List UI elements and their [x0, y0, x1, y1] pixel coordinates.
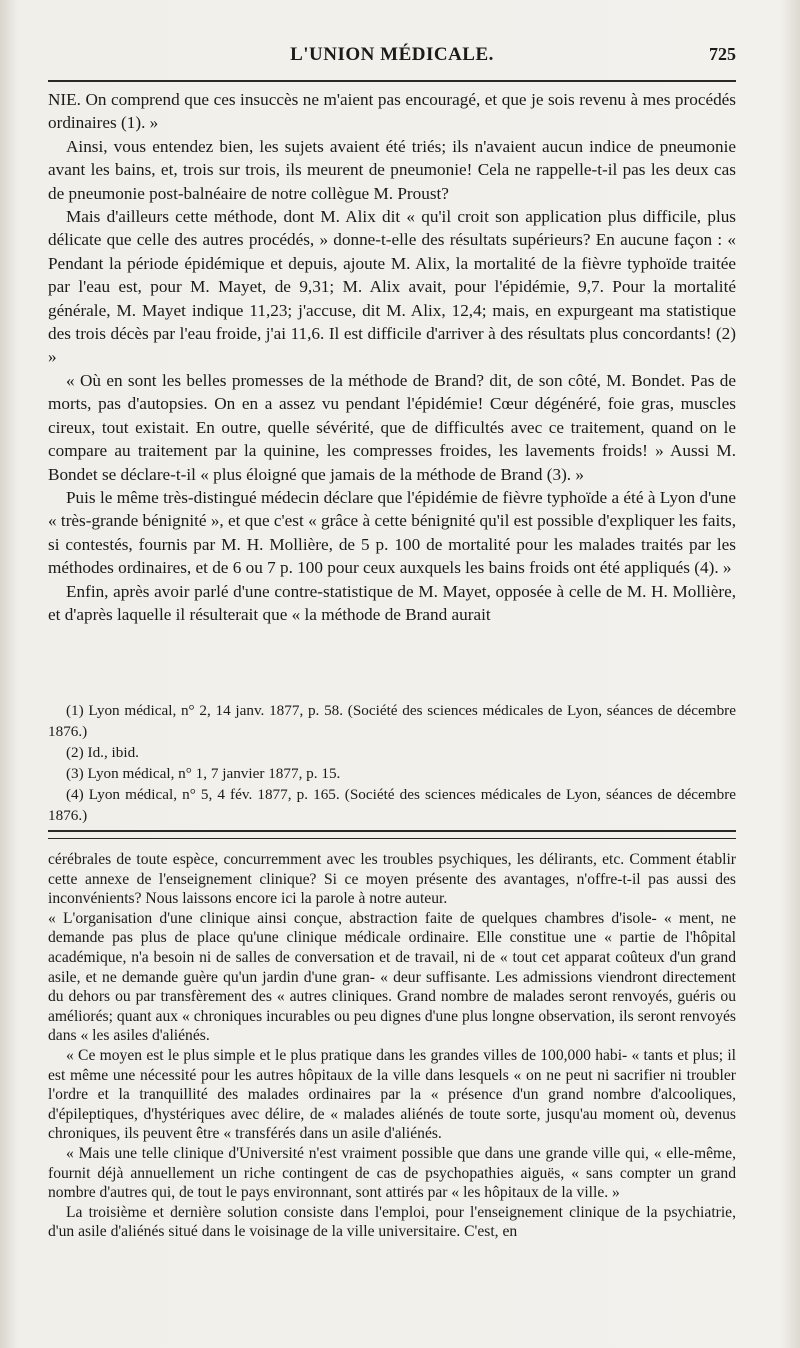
- feuilleton-text: [48, 850, 736, 1242]
- paragraph: « Ce moyen est le plus simple et le plus pratique dans les grandes villes de 100,000 habi- « tants et plus; il est même une nécessité pour les autres hôpitaux de la ville dans lesquels « on ne peut ni sacrifier ni troubler l'ordre et la tranquillité des malades ordinaires par la « présence d'un grand nombre d'alcooliques, d'épileptiques, d'hystériques avec délire, de « malades aliénés de toute sorte, jusqu'au moment où, devenus chroniques, ils peuvent être « transférés dans un asile d'aliénés.: [48, 1046, 736, 1143]
- paragraph: Puis le même très-distingué médecin déclare que l'épidémie de fièvre typhoïde a été à Lyon d'une « très-grande bénignité », et que c'est « grâce à cette bénignité qu'il est possible d'expliquer les faits, si contestés, fournis par M. H. Mollière, de 5 p. 100 de mortalité pour les malades traités par les méthodes ordinaires, et de 6 ou 7 p. 100 pour ceux auxquels les bains froids ont été appliqués (4). »: [48, 487, 736, 578]
- footnote: (4) Lyon médical, n° 5, 4 fév. 1877, p. 165. (Société des sciences médicales de Lyon, séances de décembre 1876.): [48, 786, 736, 824]
- paragraph: La troisième et dernière solution consiste dans l'emploi, pour l'enseignement clinique de la psychiatrie, d'un asile d'aliénés situé dans le voisinage de la ville universitaire. C'est, en: [48, 1203, 736, 1241]
- paragraph: Mais d'ailleurs cette méthode, dont M. Alix dit « qu'il croit son application plus difficile, plus délicate que celle des autres procédés, » donne-t-elle des résultats supérieurs? En aucune façon : « Pendant la période épidémique et depuis, ajoute M. Alix, la mortalité de la fièvre typhoïde traitée par l'eau est, pour M. Mayet, de 9,31; M. Alix avait, pour l'épidémie, 9,7. Pour la mortalité générale, M. Mayet indique 11,23; j'accuse, dit M. Alix, 12,4; mais, en expurgeant ma statistique des trois décès par l'eau froide, j'ai 11,6. Il est difficile d'arriver à des résultats plus concordants! (2) »: [48, 207, 736, 367]
- footnote: (3) Lyon médical, n° 1, 7 janvier 1877, p. 15.: [66, 765, 341, 782]
- footnote: (2) Id., ibid.: [66, 744, 139, 761]
- paragraph: « Mais une telle clinique d'Université n'est vraiment possible que dans une grande ville qui, « elle-même, fournit déjà annuellement un riche contingent de cas de psychopathies aiguës, « sans compter un grand nombre d'autres qui, de tout le pays environnant, sont attirés par « les hôpitaux de la ville. »: [48, 1144, 736, 1202]
- running-head: L'UNION MÉDICALE.: [290, 44, 494, 65]
- paragraph: « Où en sont les belles promesses de la méthode de Brand? dit, de son côté, M. Bondet. Pas de morts, pas d'autopsies. On en a assez vu pendant l'épidémie! Cœur dégénéré, foie gras, muscles cireux, tout existait. En outre, quelle sévérité, que de difficultés avec ce traitement, quand on le compare au traitement par la quinine, les compresses froides, les lavements froids! » Aussi M. Bondet se déclare-t-il « plus éloigné que jamais de la méthode de Brand (3). »: [48, 370, 736, 484]
- paragraph: Enfin, après avoir parlé d'une contre-statistique de M. Mayet, opposée à celle de M. H. Mollière, et d'après laquelle il résulterait que « la méthode de Brand aurait: [48, 581, 736, 624]
- paragraph: Ainsi, vous entendez bien, les sujets avaient été triés; ils n'avaient aucun indice de pneumonie avant les bains, et, trois sur trois, ils meurent de pneumonie! Cela ne rappelle-t-il pas les deux cas de pneumonie post-balnéaire de notre collègue M. Proust?: [48, 136, 736, 203]
- main-text: [48, 88, 736, 626]
- feuilleton-divider: [48, 830, 736, 839]
- paragraph: NIE. On comprend que ces insuccès ne m'aient pas encouragé, et que je sois revenu à mes procédés ordinaires (1). »: [48, 90, 736, 133]
- footnote: (1) Lyon médical, n° 2, 14 janv. 1877, p. 58. (Société des sciences médicales de Lyon, séances de décembre 1876.): [48, 702, 736, 740]
- header-rule: [48, 80, 736, 82]
- paragraph: « L'organisation d'une clinique ainsi conçue, abstraction faite de quelques chambres d'isole- « ment, ne demande pas plus de place qu'une clinique médicale ordinaire. Elle constitue une « partie de l'hôpital académique, n'a besoin ni de salles de conversation et de travail, ni de « tout cet apparat coûteux d'un grand asile, et ne demande guère qu'un jardin d'une gran- « deur suffisante. Les admissions viendront directement du dehors ou par transfèrement des « autres cliniques. Grand nombre de malades seront renvoyés, guéris ou améliorés; quant aux « chroniques incurables ou peu dignes d'une plus longne observation, ils seront renvoyés dans « les asiles d'aliénés.: [48, 909, 736, 1045]
- page-number: 725: [709, 44, 736, 64]
- footnotes: [48, 700, 736, 826]
- paragraph: cérébrales de toute espèce, concurremment avec les troubles psychiques, les délirants, etc. Comment établir cette annexe de l'enseignement clinique? Si ce moyen présente des avantages, n'offre-t-il pas aussi des inconvénients? Nous laissons encore ici la parole à notre auteur.: [48, 851, 736, 908]
- page-header: [48, 44, 736, 74]
